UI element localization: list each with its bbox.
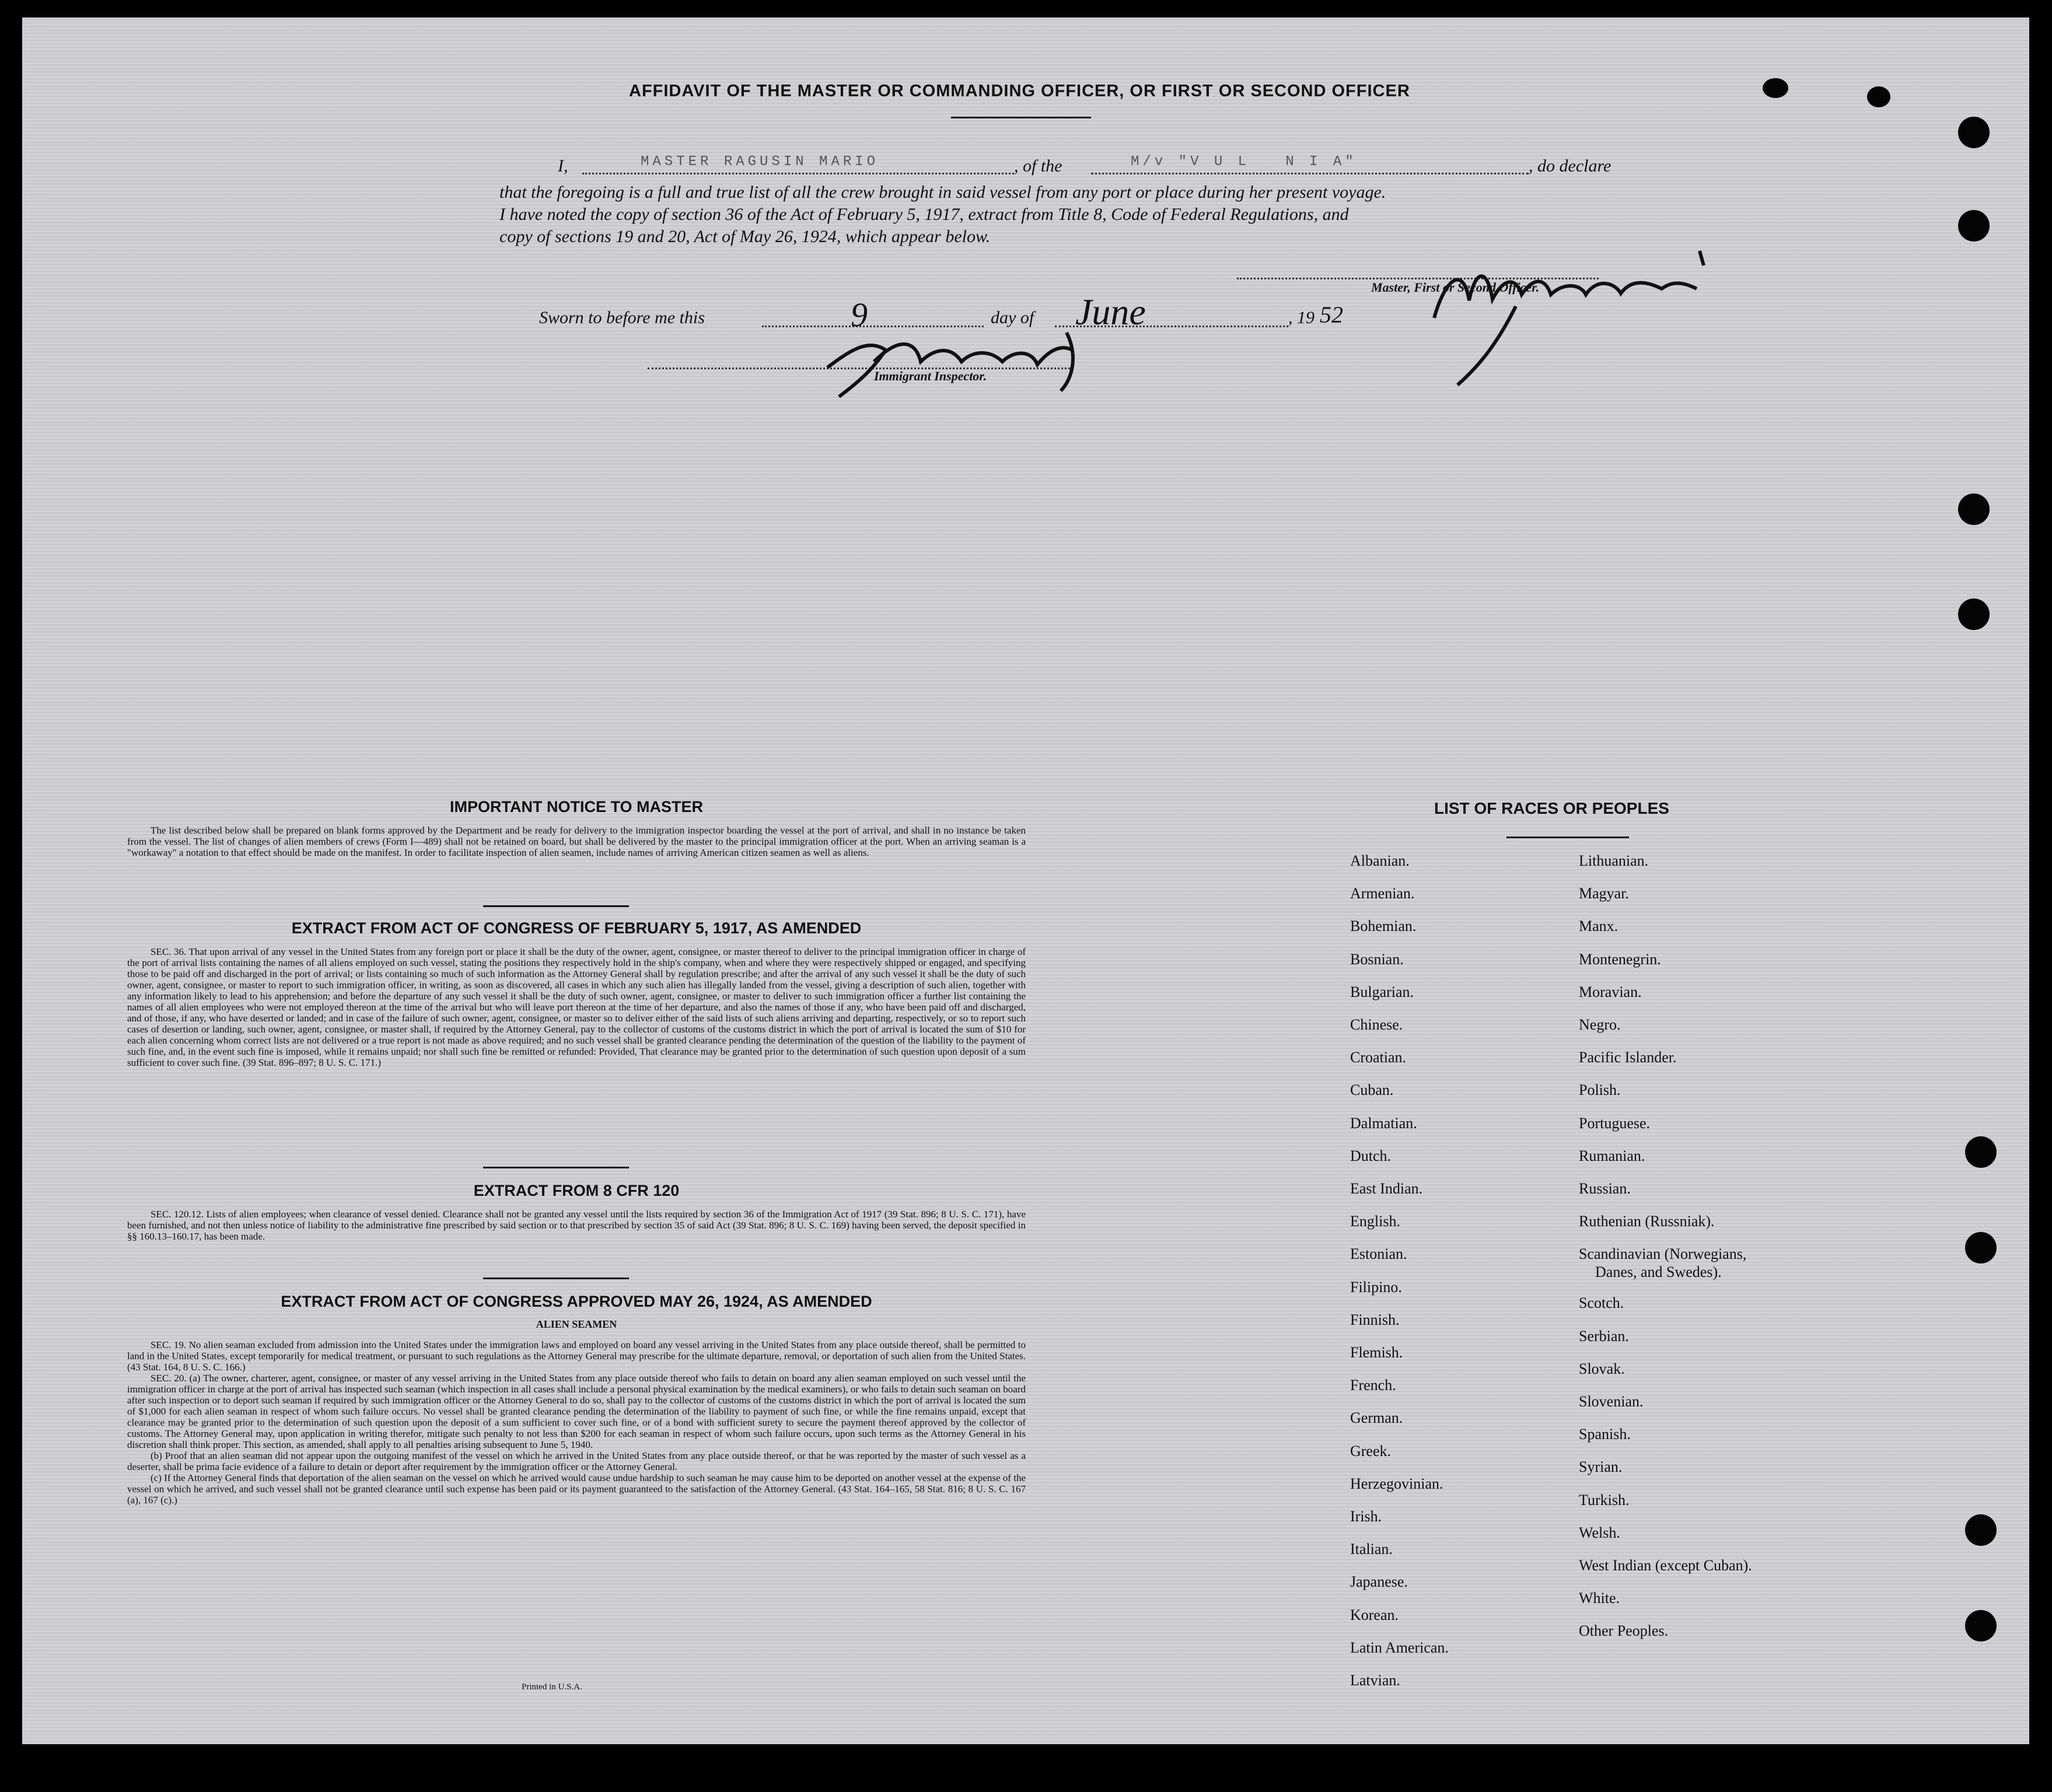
extract-1917-body bbox=[127, 946, 1026, 1068]
race-item: Irish. bbox=[1350, 1508, 1382, 1525]
race-item: West Indian (except Cuban). bbox=[1579, 1557, 1752, 1574]
race-item: Scandinavian (Norwegians, bbox=[1579, 1245, 1747, 1263]
races-title: LIST OF RACES OR PEOPLES bbox=[1434, 799, 1669, 817]
race-item: Danes, and Swedes). bbox=[1595, 1264, 1722, 1281]
race-item: Negro. bbox=[1579, 1016, 1621, 1034]
race-item: East Indian. bbox=[1350, 1180, 1423, 1198]
race-item: Syrian. bbox=[1579, 1458, 1623, 1476]
punch-hole bbox=[1965, 1514, 1997, 1546]
races-title-underline bbox=[1506, 836, 1629, 838]
punch-hole bbox=[1958, 210, 1990, 242]
extract-cfr-body bbox=[127, 1209, 1026, 1242]
races-right-column bbox=[1579, 845, 1752, 1648]
race-item: Slovak. bbox=[1579, 1360, 1625, 1377]
race-item: Ruthenian (Russniak). bbox=[1579, 1213, 1715, 1230]
day-of-label: day of bbox=[991, 308, 1034, 327]
sec-20c-paragraph: (c) If the Attorney General finds that deportation of the alien seaman on the vessel on which he arrived would cause undue hardship to such seaman he may cause him to be deported on another vessel at the expense of the vessel on which he arrived, and such vessel shall not be granted clearance until such expense has been paid or its payment guaranteed to the satisfaction of the Attorney General. (43 Stat. 164–165, 58 Stat. 816; 8 U. S. C. 167 (a), 167 (c).) bbox=[127, 1472, 1026, 1506]
title-underline bbox=[951, 117, 1091, 118]
of-the-label: , of the bbox=[1014, 156, 1062, 176]
divider bbox=[483, 1167, 629, 1168]
extract-cfr-title: EXTRACT FROM 8 CFR 120 bbox=[473, 1182, 680, 1199]
race-item: Cuban. bbox=[1350, 1082, 1394, 1099]
race-item: Flemish. bbox=[1350, 1344, 1403, 1362]
sec-20b-paragraph: (b) Proof that an alien seaman did not appear upon the outgoing manifest of the vessel on which he arrived in the United States from any place outside thereof, or that he was reported by the master of such vessel as a deserter, shall be prima facie evidence of a failure to detain or deport after requirement by the immigration officer or the Attorney General. bbox=[127, 1450, 1026, 1472]
affidavit-line-3: I have noted the copy of section 36 of the Act of February 5, 1917, extract from Title 8, Code of Federal Regulations, and bbox=[499, 205, 1349, 224]
inspector-caption: Immigrant Inspector. bbox=[874, 369, 987, 383]
race-item: Manx. bbox=[1579, 918, 1618, 935]
sec-19-paragraph: SEC. 19. No alien seaman excluded from admission into the United States under the immigration laws and employed on board any vessel arriving in the United States from any place outside thereof, shall be permitted to land in the United States, except temporarily for medical treatment, or pursuant to such regulations as the Attorney General may prescribe for the ultimate departure, removal, or deportation of such alien from the United States. (43 Stat. 164, 8 U. S. C. 166.) bbox=[127, 1339, 1026, 1373]
sec-120-12-paragraph: SEC. 120.12. Lists of alien employees; when clearance of vessel denied. Clearance shall not be granted any vessel until the lists required by section 36 of the Immigration Act of 1917 (39 Stat. 896; 8 U. S. C. 171), have been furnished, and not then unless notice of liability to the administrative fine prescribed by said section or to that prescribed by section 35 of said Act (39 Stat. 896; 8 U. S. C. 169) having been served, the deposit specified in §§ 160.13–160.17, has been made. bbox=[127, 1209, 1026, 1242]
race-item: Estonian. bbox=[1350, 1245, 1407, 1263]
affidavit-i: I, bbox=[558, 156, 568, 176]
punch-hole bbox=[1965, 1232, 1997, 1264]
race-item: Latin American. bbox=[1350, 1639, 1449, 1656]
race-item: Rumanian. bbox=[1579, 1147, 1645, 1164]
extract-1924-title: EXTRACT FROM ACT OF CONGRESS APPROVED MAY 26, 1924, AS AMENDED bbox=[281, 1293, 872, 1310]
race-item: Armenian. bbox=[1350, 885, 1415, 902]
race-item: Polish. bbox=[1579, 1082, 1621, 1099]
notice-title: IMPORTANT NOTICE TO MASTER bbox=[450, 798, 703, 816]
day-value: 9 bbox=[851, 296, 868, 334]
vessel-name-line bbox=[1091, 173, 1529, 174]
race-item: Korean. bbox=[1350, 1606, 1399, 1623]
race-item: Lithuanian. bbox=[1579, 852, 1649, 869]
race-item: Dalmatian. bbox=[1350, 1114, 1417, 1132]
master-name-field: MASTER RAGUSIN MARIO bbox=[641, 154, 879, 170]
sec-36-paragraph: SEC. 36. That upon arrival of any vessel in the United States from any foreign port or place it shall be the duty of the owner, agent, consignee, or master thereof to deliver to the principal immigration officer in charge of the port of arrival lists containing the names of all aliens employed on such vessel, stating the positions they respectively hold in the ship's company, when and where they were respectively shipped or engaged, and specifying those to be paid off and discharged in the port of arrival; or lists containing so much of such information as the Attorney General shall by regulation prescribe; and after the arrival of any such vessel it shall be the duty of such owner, agent, consignee, or master to report to such immigration officer, in writing, as soon as discovered, all cases in which any such alien has illegally landed from the vessel, giving a description of such alien, together with any information likely to lead to his apprehension; and before the departure of any such vessel it shall be the duty of such owner, agent, consignee, or master to deliver to such immigration officer a further list containing the names of all alien employees who were not employed thereon at the time of the arrival but who will leave port thereon at the time of her departure, and also the names of those if any, who have been paid off and discharged, and of those, if any, who have deserted or landed; and in case of the failure of such owner, agent, consignee, or master so to deliver either of the said lists of such aliens arriving and departing, respectively, or so to report such cases of desertion or landing, such owner, agent, consignee, or master shall, if required by the Attorney General, pay to the collector of customs of the customs district in which the port of arrival is located the sum of $10 for each alien concerning whom correct lists are not delivered or a true report is not made as above required; and no such vessel shall be granted clearance pending the determination of the question of the liability to the payment of such fine, and, in the event such fine is imposed, while it remains unpaid; nor shall such fine be remitted or refunded: Provided, That clearance may be granted prior to the determination of such question upon deposit of a sum sufficient to cover such fine. (39 Stat. 896–897; 8 U. S. C. 171.) bbox=[127, 946, 1026, 1068]
race-item: Turkish. bbox=[1579, 1491, 1630, 1508]
punch-hole bbox=[1958, 598, 1990, 630]
race-item: Other Peoples. bbox=[1579, 1622, 1669, 1640]
race-item: Pacific Islander. bbox=[1579, 1049, 1677, 1066]
extract-1917-title: EXTRACT FROM ACT OF CONGRESS OF FEBRUARY 5, 1917, AS AMENDED bbox=[291, 919, 862, 937]
master-caption: Master, First or Second Officer. bbox=[1371, 280, 1540, 295]
race-item: Latvian. bbox=[1350, 1672, 1400, 1689]
divider bbox=[483, 1278, 629, 1279]
race-item: Slovenian. bbox=[1579, 1393, 1644, 1410]
race-item: Croatian. bbox=[1350, 1049, 1407, 1066]
race-item: Dutch. bbox=[1350, 1147, 1392, 1164]
race-item: Bohemian. bbox=[1350, 918, 1417, 935]
race-item: Montenegrin. bbox=[1579, 950, 1661, 968]
punch-hole bbox=[1965, 1136, 1997, 1168]
race-item: Finnish. bbox=[1350, 1311, 1400, 1328]
race-item: Magyar. bbox=[1579, 885, 1629, 902]
year-value: 52 bbox=[1320, 302, 1343, 328]
punch-hole bbox=[1763, 78, 1788, 98]
punch-hole bbox=[1867, 86, 1890, 107]
sec-20a-paragraph: SEC. 20. (a) The owner, charterer, agent, consignee, or master of any vessel arriving in the United States from any place outside thereof who fails to detain on board any alien seaman employed on such vessel until the immigration officer in charge at the port of arrival has inspected such seaman (which inspection in all cases shall include a personal physical examination by the medical examiners), or who fails to detain such seaman on board after such inspection or to deport such seaman if required by such immigration officer or the Attorney General to do so, shall pay to the collector of customs of the customs district in which the port of arrival is located the sum of $1,000 for each alien seaman in respect of whom such failure occurs. No vessel shall be granted clearance pending the determination of the liability to payment of such fine, or while the fine remains unpaid, except that clearance may be granted prior to the determination of such question upon the deposit of a sum sufficient to cover such fine, or of a bond with sufficient surety to secure the payment thereof approved by the collector of customs. The Attorney General may, upon application in writing therefor, mitigate such penalty to not less than $200 for each seaman in respect of whom such failure occurs, upon such terms as the Attorney General in his discretion shall think proper. This section, as amended, shall apply to all penalties arising subsequent to June 5, 1940. bbox=[127, 1373, 1026, 1450]
race-item: English. bbox=[1350, 1213, 1400, 1230]
race-item: German. bbox=[1350, 1409, 1403, 1427]
notice-body bbox=[127, 825, 1026, 858]
race-item: Portuguese. bbox=[1579, 1114, 1651, 1132]
punch-hole bbox=[1958, 494, 1990, 525]
do-declare-label: , do declare bbox=[1529, 156, 1611, 176]
affidavit-line-4: copy of sections 19 and 20, Act of May 26, 1924, which appear below. bbox=[499, 227, 991, 246]
sworn-label: Sworn to before me this bbox=[539, 308, 705, 327]
race-item: Russian. bbox=[1579, 1180, 1631, 1198]
notice-paragraph: The list described below shall be prepared on blank forms approved by the Department and be ready for delivery to the immigration inspector boarding the vessel at the port of arrival, and shall in no instance be taken from the vessel. The list of changes of alien members of crews (Form I—489) shall not be retained on board, but shall be delivered by the master to the principal immigration officer at the port. When an arriving seaman is a "workaway" a notation to that effect should be made on the manifest. In order to facilitate inspection of alien seamen, include names of arriving American citizen seamen as well as aliens. bbox=[127, 825, 1026, 858]
race-item: Welsh. bbox=[1579, 1524, 1620, 1541]
race-item: Herzegovinian. bbox=[1350, 1475, 1443, 1492]
document-page bbox=[22, 18, 2029, 1744]
race-item: Serbian. bbox=[1579, 1327, 1629, 1345]
race-item: Greek. bbox=[1350, 1442, 1392, 1460]
year-prefix: , 19 bbox=[1288, 308, 1315, 327]
race-item: Scotch. bbox=[1579, 1294, 1624, 1312]
month-value: June bbox=[1075, 291, 1146, 332]
race-item: Chinese. bbox=[1350, 1016, 1403, 1034]
races-left-column bbox=[1350, 845, 1449, 1697]
race-item: Filipino. bbox=[1350, 1278, 1402, 1296]
affidavit-line-2: that the foregoing is a full and true list of all the crew brought in said vessel from any port or place during her present voyage. bbox=[499, 183, 1386, 202]
race-item: White. bbox=[1579, 1590, 1620, 1607]
race-item: Spanish. bbox=[1579, 1426, 1631, 1443]
master-name-line bbox=[582, 173, 1014, 174]
punch-hole bbox=[1958, 117, 1990, 148]
printed-in-usa: Printed in U.S.A. bbox=[522, 1682, 582, 1692]
race-item: Italian. bbox=[1350, 1541, 1393, 1558]
race-item: French. bbox=[1350, 1377, 1396, 1394]
alien-seamen-subtitle: ALIEN SEAMEN bbox=[536, 1318, 617, 1330]
vessel-name-field: M/v "V U L N I A" bbox=[1131, 154, 1357, 170]
inspector-signature bbox=[816, 315, 1142, 408]
race-item: Albanian. bbox=[1350, 852, 1410, 869]
race-item: Moravian. bbox=[1579, 983, 1642, 1000]
affidavit-title: AFFIDAVIT OF THE MASTER OR COMMANDING OFFICER, OR FIRST OR SECOND OFFICER bbox=[629, 82, 1410, 100]
punch-hole bbox=[1965, 1610, 1997, 1642]
race-item: Bulgarian. bbox=[1350, 983, 1414, 1000]
race-item: Bosnian. bbox=[1350, 950, 1404, 968]
race-item: Japanese. bbox=[1350, 1573, 1408, 1591]
master-signature bbox=[1411, 230, 1714, 388]
divider bbox=[483, 905, 629, 907]
extract-1924-body bbox=[127, 1339, 1026, 1506]
